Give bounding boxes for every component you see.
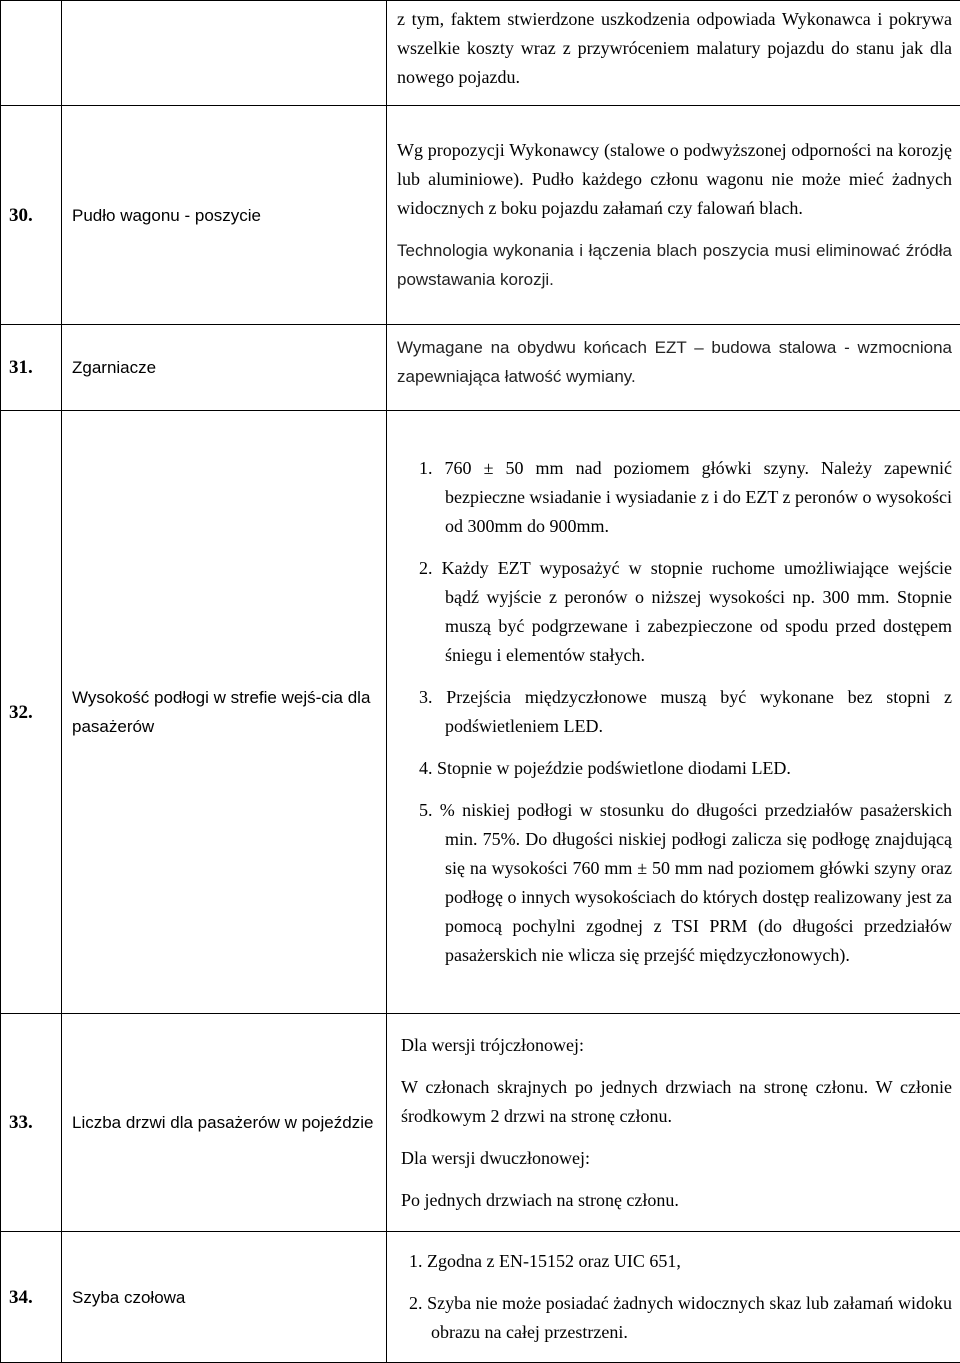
description-paragraph: Dla wersji trójczłonowej:: [401, 1031, 952, 1060]
table-row: [1, 1, 960, 106]
row-number: [1, 1, 62, 106]
list-item: 1. Zgodna z EN-15152 oraz UIC 651,: [409, 1247, 952, 1276]
row-name: Wysokość podłogi w strefie wejś-cia dla pasażerów: [62, 411, 387, 1014]
table-row: [1, 411, 960, 1014]
table-row: [1, 1014, 960, 1232]
list-item: 3. Przejścia międzyczłonowe muszą być wykonane bez stopni z podświetleniem LED.: [419, 683, 952, 741]
row-description: [387, 1, 960, 106]
row-description: [387, 106, 960, 325]
row-name: Szyba czołowa: [62, 1232, 387, 1363]
description-paragraph: z tym, faktem stwierdzone uszkodzenia odpowiada Wykonawca i pokrywa wszelkie koszty wraz z przywróceniem malatury pojazdu do stanu jak dla nowego pojazdu.: [397, 5, 952, 92]
list-item: 2. Każdy EZT wyposażyć w stopnie ruchome umożliwiające wejście bądź wyjście z peronów o niższej wysokości np. 300 mm. Stopnie muszą być podgrzewane i zabezpieczone od spodu przed dostępem śniegu i elementów stałych.: [419, 554, 952, 670]
table-row: [1, 106, 960, 325]
list-item: 5. % niskiej podłogi w stosunku do długości przedziałów pasażerskich min. 75%. Do długości niskiej podłogi zalicza się podłogę znajdującą się na wysokości 760 mm ± 50 mm nad poziomem główki szyny oraz podłogę o innych wysokościach do których dostęp realizowany jest za pomocą pochylni zgodnej z TSI PRM (do długości przedziałów pasażerskich nie wlicza się przejść międzyczłonowych).: [419, 796, 952, 970]
description-paragraph: Wymagane na obydwu końcach EZT – budowa stalowa - wzmocniona zapewniająca łatwość wymiany.: [397, 333, 952, 391]
row-number: 30.: [1, 106, 62, 325]
row-name: Pudło wagonu - poszycie: [62, 106, 387, 325]
row-name: Liczba drzwi dla pasażerów w pojeździe: [62, 1014, 387, 1232]
row-description: [387, 1232, 960, 1363]
row-number: 31.: [1, 325, 62, 411]
row-name: Zgarniacze: [62, 325, 387, 411]
description-paragraph: Po jednych drzwiach na stronę członu.: [401, 1186, 952, 1215]
list-item: 1. 760 ± 50 mm nad poziomem główki szyny. Należy zapewnić bezpieczne wsiadanie i wysiadanie z i do EZT z peronów o wysokości od 300mm do 900mm.: [419, 454, 952, 541]
row-name: [62, 1, 387, 106]
row-description: [387, 325, 960, 411]
list-item: 4. Stopnie w pojeździe podświetlone diodami LED.: [419, 754, 952, 783]
table-row: [1, 325, 960, 411]
row-number: 33.: [1, 1014, 62, 1232]
description-paragraph: Wg propozycji Wykonawcy (stalowe o podwyższonej odporności na korozję lub aluminiowe). Pudło każdego członu wagonu nie może mieć żadnych widocznych z boku pojazdu załamań czy falowań blach.: [397, 136, 952, 223]
description-paragraph: Dla wersji dwuczłonowej:: [401, 1144, 952, 1173]
table-row: [1, 1232, 960, 1363]
row-description: [387, 1014, 960, 1232]
list-item: 2. Szyba nie może posiadać żadnych widocznych skaz lub załamań widoku obrazu na całej przestrzeni.: [409, 1289, 952, 1347]
row-number: 32.: [1, 411, 62, 1014]
description-paragraph: W członach skrajnych po jednych drzwiach na stronę członu. W członie środkowym 2 drzwi na stronę członu.: [401, 1073, 952, 1131]
row-description: [387, 411, 960, 1014]
row-number: 34.: [1, 1232, 62, 1363]
description-paragraph: Technologia wykonania i łączenia blach poszycia musi eliminować źródła powstawania korozji.: [397, 236, 952, 294]
